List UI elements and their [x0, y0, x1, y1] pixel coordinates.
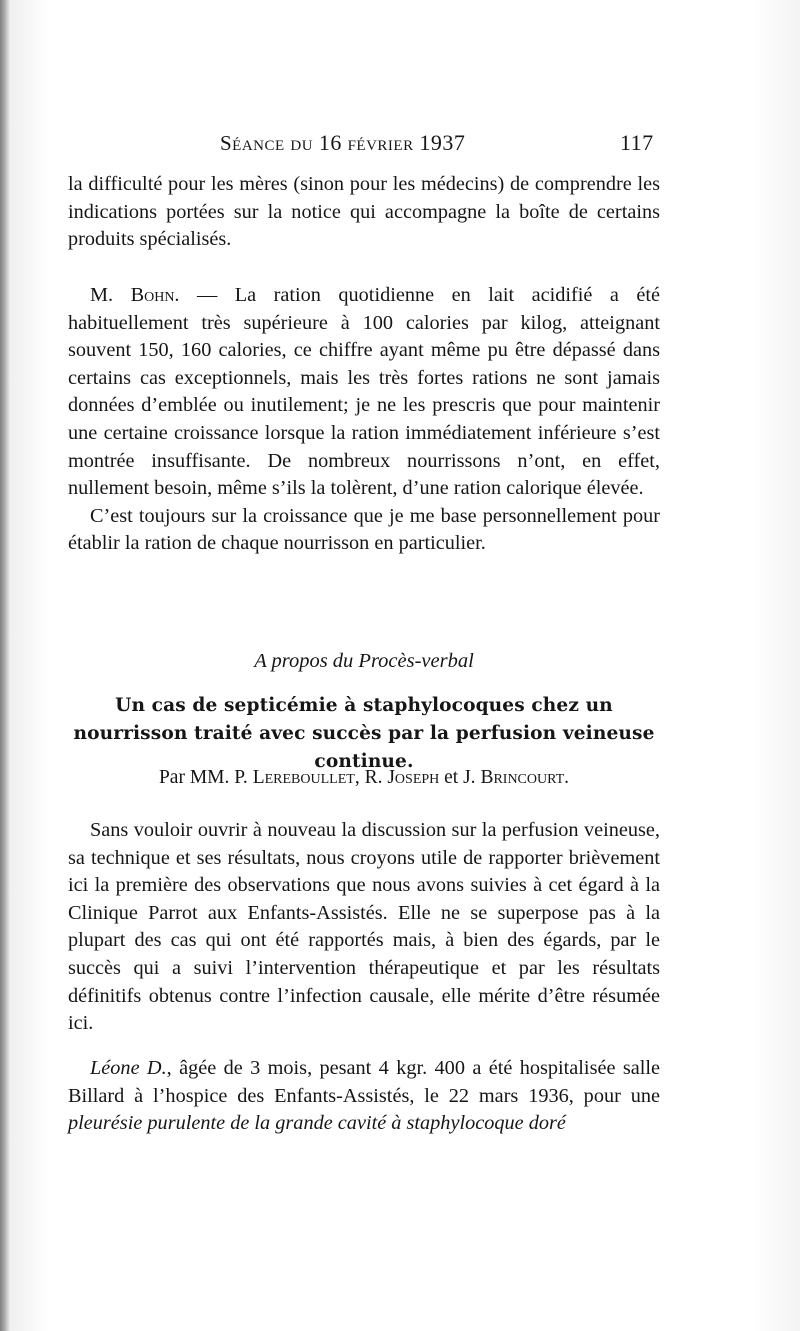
article-authors: Par MM. P. Lereboullet, R. Joseph et J. Brincourt.	[158, 767, 570, 788]
case-report: Léone D., âgée de 3 mois, pesant 4 kgr. 400 a été hospitalisée salle Billard à l’hospice des Enfants-Assistés, le 22 mars 1936, pour une pleurésie purulente de la grande cavité à staphylocoque doré	[68, 1057, 660, 1135]
diagnosis: pleurésie purulente de la grande cavité à staphylocoque doré	[68, 1112, 566, 1135]
patient-name: Léone D.	[90, 1057, 167, 1079]
article-title: Un cas de septicémie à staphylocoques chez un nourrisson traité avec succès par la perfusion veineuse continue.	[73, 695, 655, 772]
bohn-remarks	[68, 282, 660, 558]
article-intro: Sans vouloir ouvrir à nouveau la discussion sur la perfusion veineuse, sa technique et ses résultats, nous croyons utile de rapporter brièvement ici la première des observations que nous avons suivies à cet égard à la Clinique Parrot aux Enfants-Assistés. Elle ne se superpose pas à la plupart des cas qui ont été rapportés mais, à bien des égards, par le succès qui a suivi l’intervention thérapeutique et par les résultats définitifs obtenus contre l’infection causale, elle mérite d’être résumée ici.	[68, 819, 660, 1035]
section-heading: A propos du Procès-verbal	[254, 650, 474, 672]
running-header	[0, 130, 800, 160]
speaker-name: M. Bohn.	[90, 284, 180, 306]
running-title: Séance du 16 février 1937	[220, 130, 466, 155]
paragraph-continuation: la difficulté pour les mères (sinon pour les médecins) de comprendre les indications portées sur la notice qui accompagne la boîte de certains produits spécialisés.	[68, 173, 660, 251]
page-number: 117	[620, 130, 654, 155]
bohn-paragraph-2: C’est toujours sur la croissance que je me base personnellement pour établir la ration de chaque nourrisson en particulier.	[68, 504, 660, 555]
binding-shadow	[0, 0, 10, 1331]
bohn-paragraph: M. Bohn. — La ration quotidienne en lait acidifié a été habituellement très supérieure à 100 calories par kilog, atteignant souvent 150, 160 calories, ce chiffre ayant même pu être dépassé dans certains cas exceptionnels, mais les très fortes rations ne sont jamais données d’emblée ou inutilement; je ne les prescris que pour maintenir une certaine croissance lorsque la ration immédiatement inférieure s’est montrée insuffisante. De nombreux nourrissons n’ont, en effet, nullement besoin, même s’ils la tolèrent, d’une ration calorique élevée.	[68, 284, 660, 500]
